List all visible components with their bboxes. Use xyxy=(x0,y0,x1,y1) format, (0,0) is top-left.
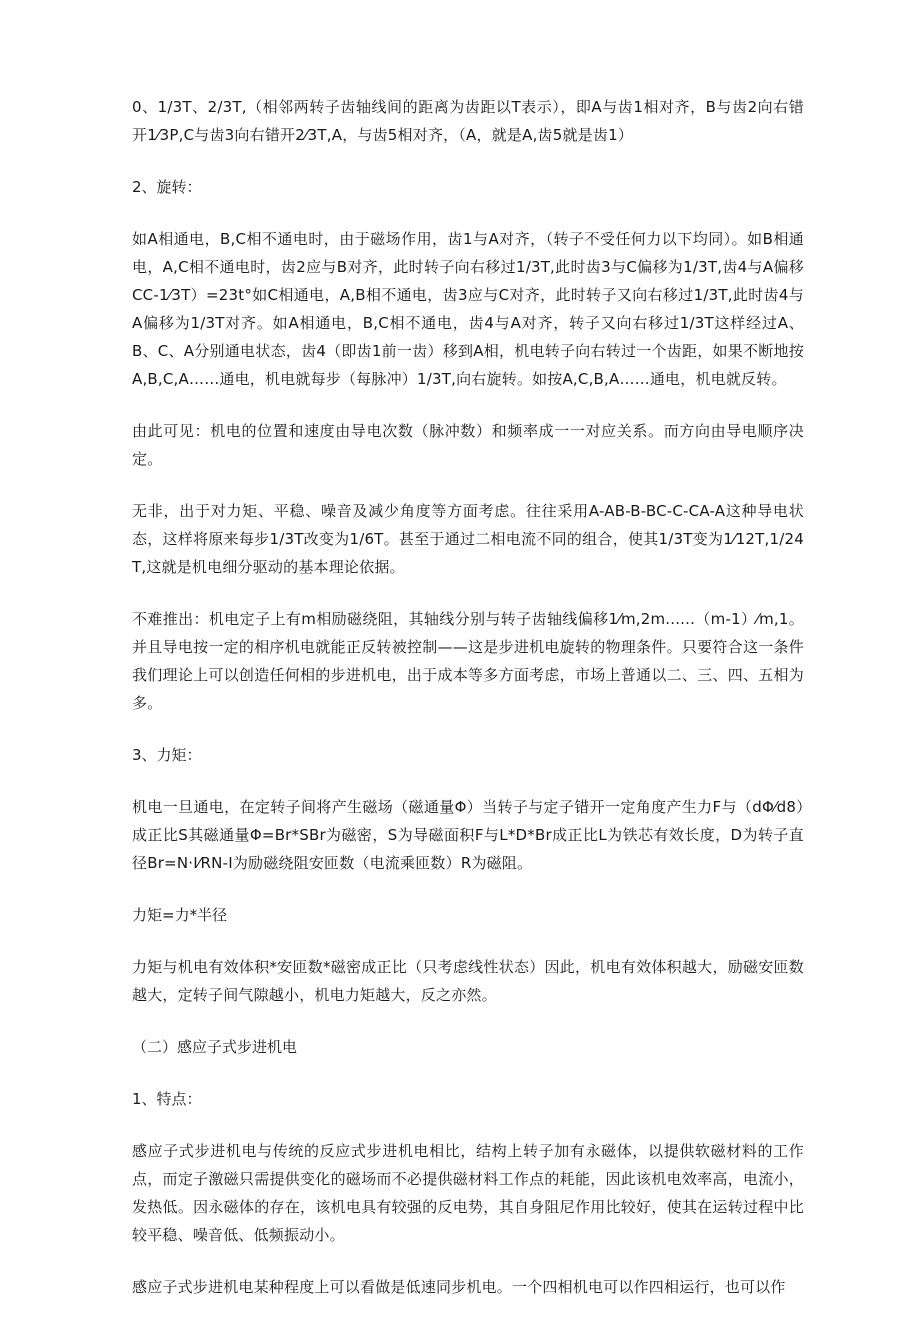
paragraph-low-speed-sync: 感应子式步进机电某种程度上可以看做是低速同步机电。一个四相机电可以作四相运行，也可以作 xyxy=(132,1278,786,1296)
paragraph-phase-condition: 不难推出：机电定子上有m相励磁绕阻，其轴线分别与转子齿轴线偏移1⁄m,2m......（m-1）⁄m,1。并且导电按一定的相序机电就能正反转被控制——这是步进机电旋转的物理条件。只要符合这一条件我们理论上可以创造任何相的步进机电，出于成本等多方面考虑，市场上普通以二、三、四、五相为多。 xyxy=(132,610,804,712)
paragraph-microstepping: 无非，出于对力矩、平稳、噪音及减少角度等方面考虑。往往采用A-AB-B-BC-C-CA-A这种导电状态，这样将原来每步1/3T改变为1/6T。甚至于通过二相电流不同的组合，使其1/3T变为1⁄12T,1/24T,这就是机电细分驱动的基本理论依据。 xyxy=(132,502,804,576)
document-page xyxy=(132,93,804,1325)
paragraph-position-speed: 由此可见：机电的位置和速度由导电次数（脉冲数）和频率成一一对应关系。而方向由导电顺序决定。 xyxy=(132,422,804,468)
heading-features: 1、特点： xyxy=(132,1090,202,1108)
paragraph-phase-alignment: 0、1/3T、2/3T,（相邻两转子齿轴线间的距离为齿距以T表示），即A与齿1相对齐，B与齿2向右错开1⁄3P,C与齿3向右错开2⁄3T,A，与齿5相对齐，（A，就是A,齿5就是齿1） xyxy=(132,98,804,144)
heading-induction-stepper: （二）感应子式步进机电 xyxy=(132,1038,298,1056)
paragraph-rotation-principle: 如A相通电，B,C相不通电时，由于磁场作用，齿1与A对齐，（转子不受任何力以下均同）。如B相通电，A,C相不通电时，齿2应与B对齐，此时转子向右移过1/3T,此时齿3与C偏移为1/3T,齿4与A偏移CC-1⁄3T）=23t°如C相通电，A,B相不通电，齿3应与C对齐，此时转子又向右移过1/3T,此时齿4与A偏移为1/3T对齐。如A相通电，B,C相不通电，齿4与A对齐，转子又向右移过1/3T这样经过A、B、C、A分别通电状态，齿4（即齿1前一齿）移到A相，机电转子向右转过一个齿距，如果不断地按A,B,C,A……通电，机电就每步（每脉冲）1/3T,向右旋转。如按A,C,B,A……通电，机电就反转。 xyxy=(132,230,804,388)
paragraph-torque-proportional: 力矩与机电有效体积*安匝数*磁密成正比（只考虑线性状态）因此，机电有效体积越大，励磁安匝数越大，定转子间气隙越小，机电力矩越大，反之亦然。 xyxy=(132,958,804,1004)
paragraph-magnetic-flux: 机电一旦通电，在定转子间将产生磁场（磁通量Φ）当转子与定子错开一定角度产生力F与（dΦ⁄d8）成正比S其磁通量Φ=Br*SBr为磁密，S为导磁面积F与L*D*Br成正比L为铁芯有效长度，D为转子直径Br=N·I⁄RN-I为励磁绕阻安匝数（电流乘匝数）R为磁阻。 xyxy=(132,798,804,872)
formula-torque: 力矩=力*半径 xyxy=(132,906,228,924)
heading-rotation: 2、旋转： xyxy=(132,178,202,196)
heading-torque: 3、力矩： xyxy=(132,746,202,764)
paragraph-induction-features: 感应子式步进机电与传统的反应式步进机电相比，结构上转子加有永磁体，以提供软磁材料的工作点，而定子激磁只需提供变化的磁场而不必提供磁材料工作点的耗能，因此该机电效率高，电流小，发热低。因永磁体的存在，该机电具有较强的反电势，其自身阻尼作用比较好，使其在运转过程中比较平稳、噪音低、低频振动小。 xyxy=(132,1142,804,1244)
